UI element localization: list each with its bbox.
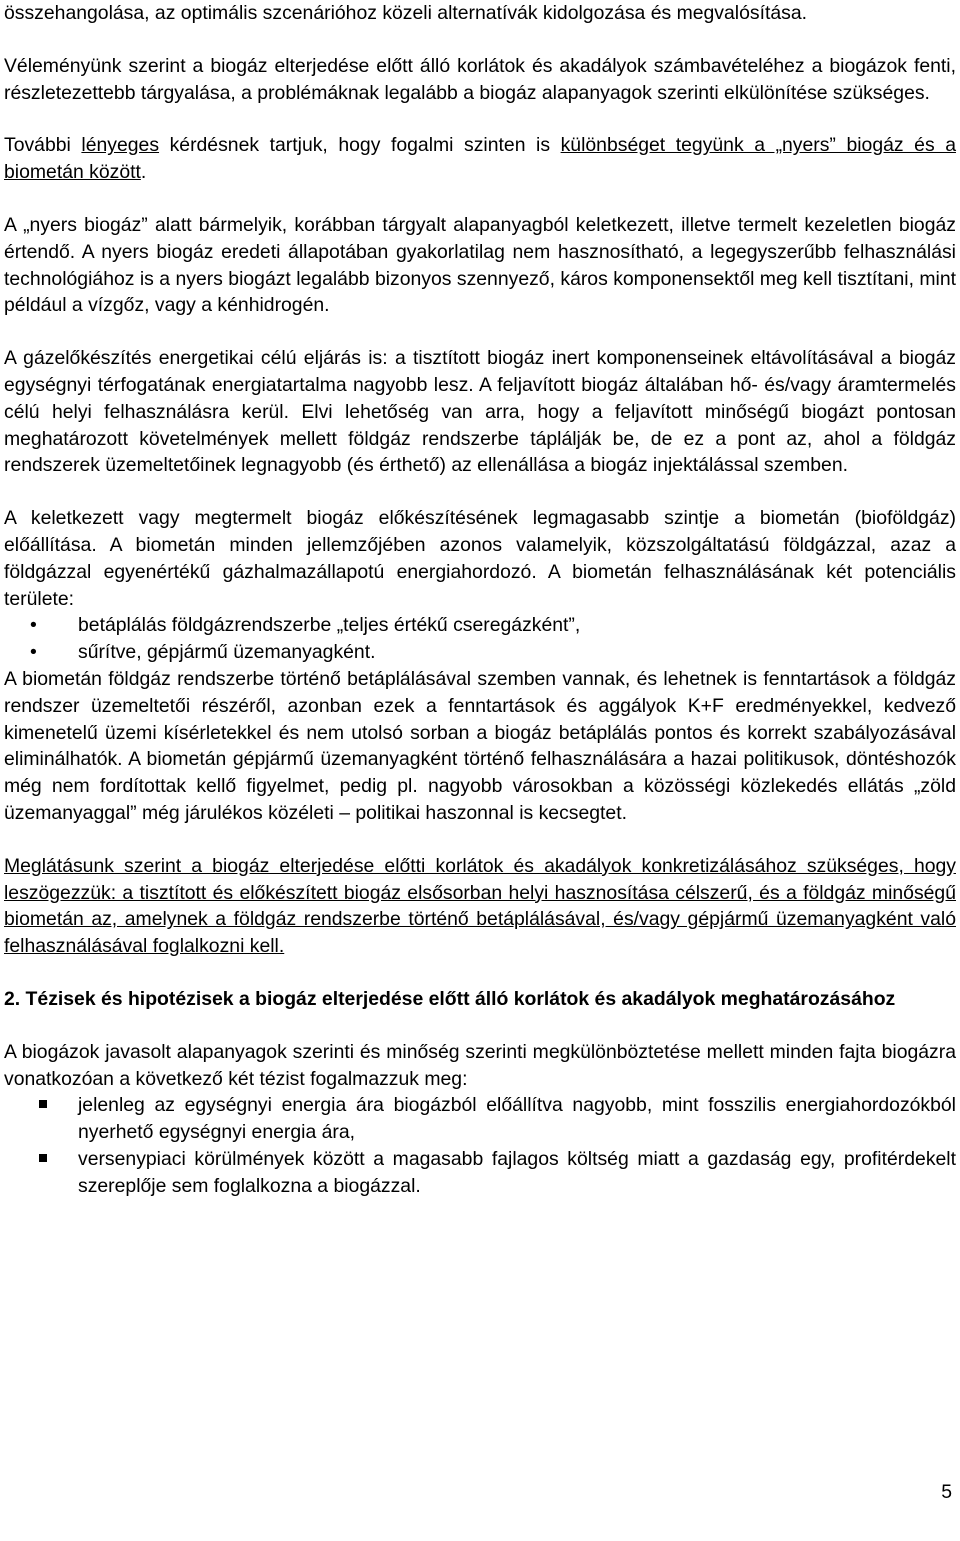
distinction-underlined-1: lényeges: [81, 134, 160, 157]
list-item-text: jelenleg az egységnyi energia ára biogázból előállítva nagyobb, mint fosszilis energiahordozókból nyerhető egységnyi energia ára,: [78, 1094, 956, 1144]
section-heading: 2. Tézisek és hipotézisek a biogáz elterjedése előtt álló korlátok és akadályok meghatározásához: [4, 987, 896, 1010]
paragraph-opinion: Véleményünk szerint a biogáz elterjedése előtt álló korlátok és akadályok számbavételéhez a biogázok fenti, részletezettebb tárgyalása, a problémáknak legalább a biogáz alapanyagok szerinti elkülönítése szükséges.: [4, 54, 956, 104]
list-item-text: versenypiaci körülmények között a magasabb fajlagos költség miatt a gazdaság egy, profitérdekelt szereplője sem foglalkozna a biogázzal.: [78, 1147, 956, 1197]
distinction-text-1: További: [4, 134, 82, 157]
page-number: 5: [941, 1481, 952, 1503]
square-bullet-icon: [39, 1154, 47, 1162]
biomethane-use-list: [4, 612, 956, 666]
list-item: [4, 612, 956, 639]
document-page: [4, 0, 956, 1199]
bullet-icon: •: [30, 641, 37, 664]
distinction-text-2: kérdésnek tartjuk, hogy fogalmi szinten is: [159, 134, 561, 157]
list-item-text: sűrítve, gépjármű üzemanyagként.: [78, 641, 376, 664]
paragraph-biomethane: A keletkezett vagy megtermelt biogáz előkészítésének legmagasabb szintje a biometán (bioföldgáz) előállítása. A biometán minden jellemzőjében azonos valamelyik, közszolgáltatású földgázzal, azaz a földgázzal egyenértékű gázhalmazállapotú energiahordozó. A biometán felhasználásának két potenciális területe:: [4, 507, 956, 610]
paragraph-raw-biogas: A „nyers biogáz” alatt bármelyik, korábban tárgyalt alapanyagból keletkezett, illetve termelt kezeletlen biogáz értendő. A nyers biogáz eredeti állapotában gyakorlatilag nem hasznosítható, a legegyszerűbb felhasználási technológiához is a nyers biogázt legalább bizonyos szennyező, káros komponensektől meg kell tisztítani, mint például a vízgőz, vagy a kénhidrogén.: [4, 213, 956, 317]
paragraph-conclusion: Meglátásunk szerint a biogáz elterjedése előtti korlátok és akadályok konkretizálásához szükséges, hogy leszögezzük: a tisztított és előkészített biogáz elsősorban helyi hasznosítása célszerű, és a földgáz minőségű biometán az, amelynek a földgáz rendszerbe történő betáplálásával, és/vagy gépjármű üzemanyagként való felhasználásával foglalkozni kell.: [4, 854, 956, 958]
distinction-underlined-2: különbséget tegyünk a „nyers” biogáz és a biometán között: [4, 134, 956, 184]
paragraph-theses-intro: A biogázok javasolt alapanyagok szerinti és minőség szerinti megkülönböztetése mellett minden fajta biogázra vonatkozóan a következő két tézist fogalmazzuk meg:: [4, 1040, 956, 1090]
theses-list: [4, 1092, 956, 1199]
paragraph-intro-continuation: összehangolása, az optimális szcenárióhoz közeli alternatívák kidolgozása és megvalósítása.: [4, 2, 807, 24]
paragraph-gas-preparation: A gázelőkészítés energetikai célú eljárás is: a tisztított biogáz inert komponenseinek eltávolításával a biogáz egységnyi térfogatának energiatartalma nagyobb lesz. A feljavított biogáz általában hő- és/vagy áramtermelés célú helyi felhasználásra kerül. Elvi lehetőség van arra, hogy a feljavított minőségű biogázt pontosan meghatározott követelmények mellett földgáz rendszerbe táplálják be, de ez a pont az, ahol a földgáz rendszerek üzemeltetőinek legnagyobb (és érthető) az ellenállása a biogáz injektálással szemben.: [4, 347, 956, 477]
paragraph-distinction: [4, 132, 956, 186]
square-bullet-icon: [39, 1100, 47, 1108]
paragraph-reservations: A biometán földgáz rendszerbe történő betáplálásával szemben vannak, és lehetnek is fenntartások a földgáz rendszer üzemeltetői részéről, azonban ezek a fenntartások és aggályok K+F eredményekkel, kedvező kimenetelű üzemi kísérletekkel és nem utolsó sorban a biogáz betáplálás pontos és korrekt szabályozásával eliminálhatók. A biometán gépjármű üzemanyagként történő felhasználására a hazai politikusok, döntéshozók még nem fordítottak kellő figyelmet, pedig pl. nagyobb városokban a közösségi közlekedés ellátás „zöld üzemanyaggal” még járulékos közéleti – politikai haszonnal is kecsegtet.: [4, 667, 956, 824]
bullet-icon: •: [30, 614, 37, 637]
distinction-text-3: .: [140, 161, 147, 184]
list-item-text: betáplálás földgázrendszerbe „teljes értékű cseregázként”,: [78, 614, 581, 637]
list-item: [4, 1146, 956, 1200]
list-item: [4, 1092, 956, 1146]
list-item: [4, 639, 956, 666]
